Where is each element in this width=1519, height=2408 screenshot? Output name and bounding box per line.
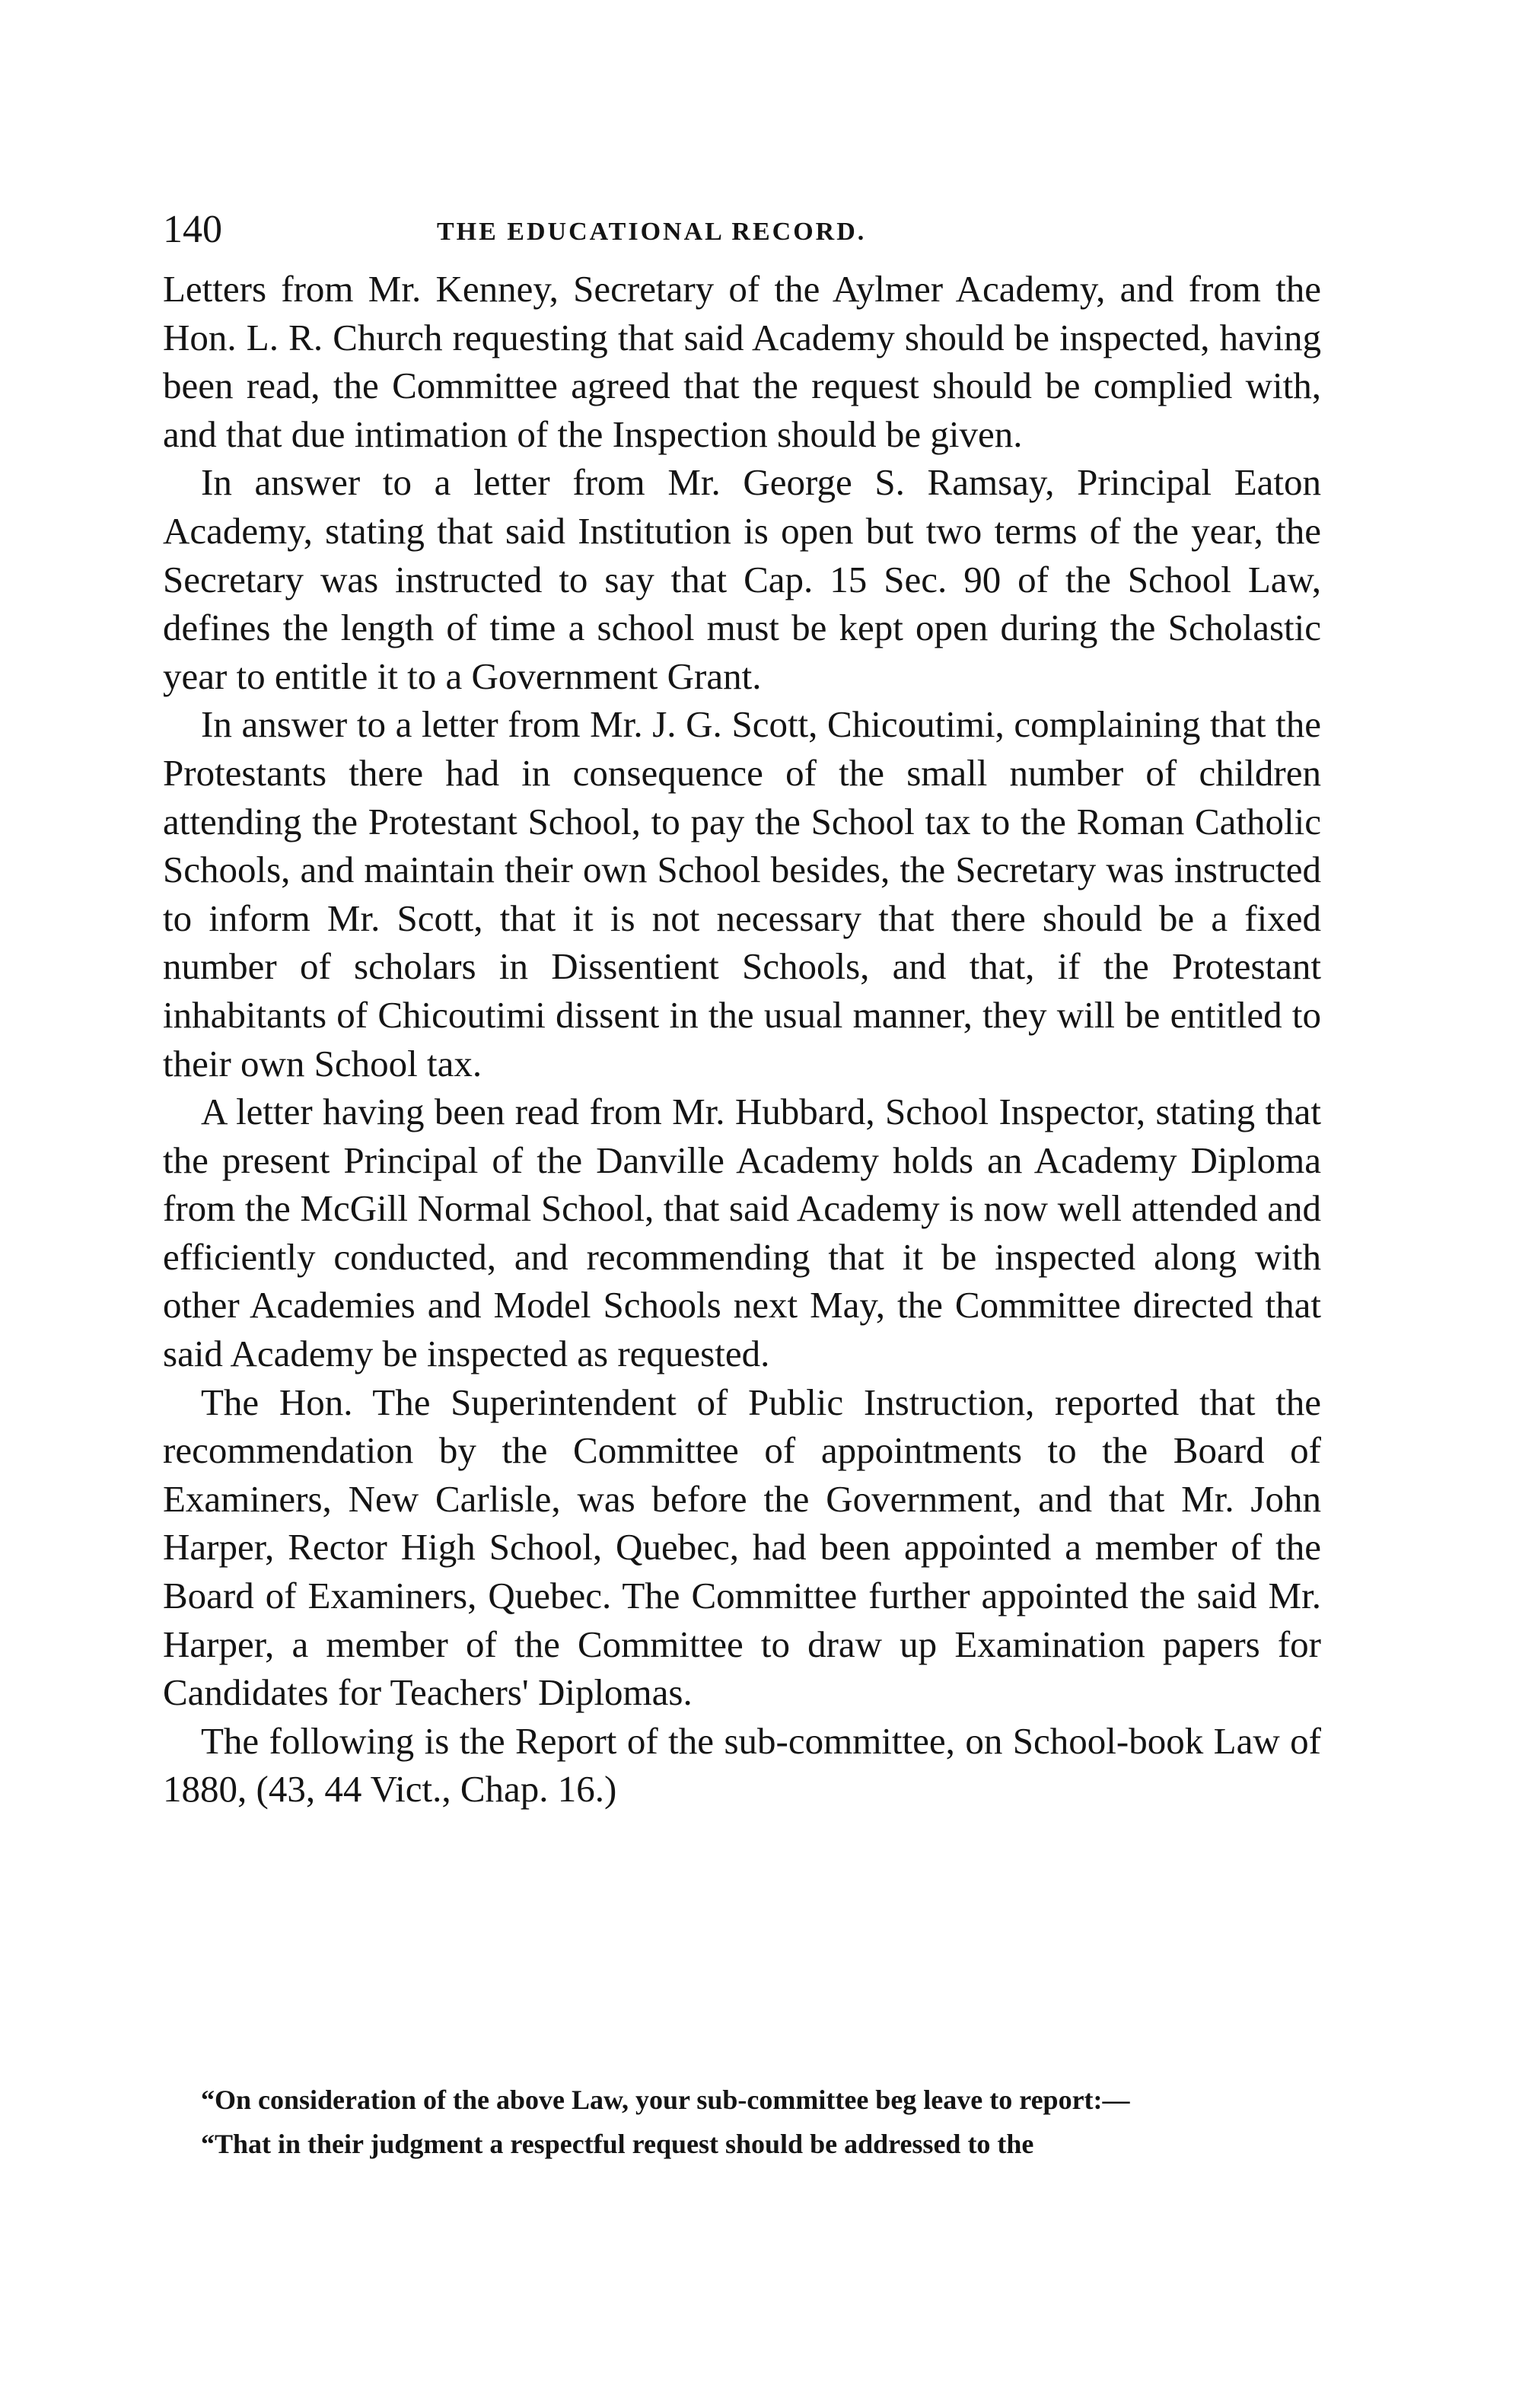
paragraph-aylmer-academy: Letters from Mr. Kenney, Secretary of the Aylmer Academy, and from the Hon. L. R. Church requesting that said Academy should be inspected, having been read, the Committee agreed that the request should be complied with, and that due intimation of the Inspection should be given. (163, 268, 1321, 455)
quote-line: “On consideration of the above Law, your sub-committee beg leave to report:— (201, 2085, 1130, 2115)
paragraph-chicoutimi: In answer to a letter from Mr. J. G. Scott, Chicoutimi, complaining that the Protestants there had in consequence of the small number of children attending the Protestant School, to pay the School tax to the Roman Catholic Schools, and maintain their own School besides, the Secretary was instructed to inform Mr. Scott, that it is not necessary that there should be a fixed number of scholars in Dissentient Schools, and that, if the Protestant inhabitants of Chicoutimi dissent in the usual manner, they will be entitled to their own School tax. (163, 703, 1321, 1085)
running-header (163, 199, 1320, 260)
journal-title: THE EDUCATIONAL RECORD. (437, 218, 867, 246)
paragraph-school-book-law: The following is the Report of the sub-committee, on School-book Law of 1880, (43, 44 Vict., Chap. 16.) (163, 1719, 1321, 1811)
sub-committee-report-quote (163, 2078, 1321, 2166)
quote-line: “That in their judgment a respectful request should be addressed to the (201, 2129, 1034, 2159)
paragraph-danville-academy: A letter having been read from Mr. Hubbard, School Inspector, stating that the present Principal of the Danville Academy holds an Academy Diploma from the McGill Normal School, that said Academy is now well attended and efficiently conducted, and recommending that it be inspected along with other Academies and Model Schools next May, the Committee directed that said Academy be inspected as requested. (163, 1091, 1321, 1375)
paragraph-board-of-examiners: The Hon. The Superintendent of Public Instruction, reported that the recommendation by the Committee of appointments to the Board of Examiners, New Carlisle, was before the Government, and that Mr. John Harper, Rector High School, Quebec, had been appointed a member of the Board of Examiners, Quebec. The Committee further appointed the said Mr. Harper, a member of the Committee to draw up Examination papers for Candidates for Teachers' Diplomas. (163, 1381, 1321, 1714)
page-number: 140 (163, 208, 222, 251)
body-text (163, 265, 1321, 1814)
paragraph-eaton-academy: In answer to a letter from Mr. George S. Ramsay, Principal Eaton Academy, stating that said Institution is open but two terms of the year, the Secretary was instructed to say that Cap. 15 Sec. 90 of the School Law, defines the length of time a school must be kept open during the Scholastic year to entitle it to a Government Grant. (163, 461, 1321, 697)
